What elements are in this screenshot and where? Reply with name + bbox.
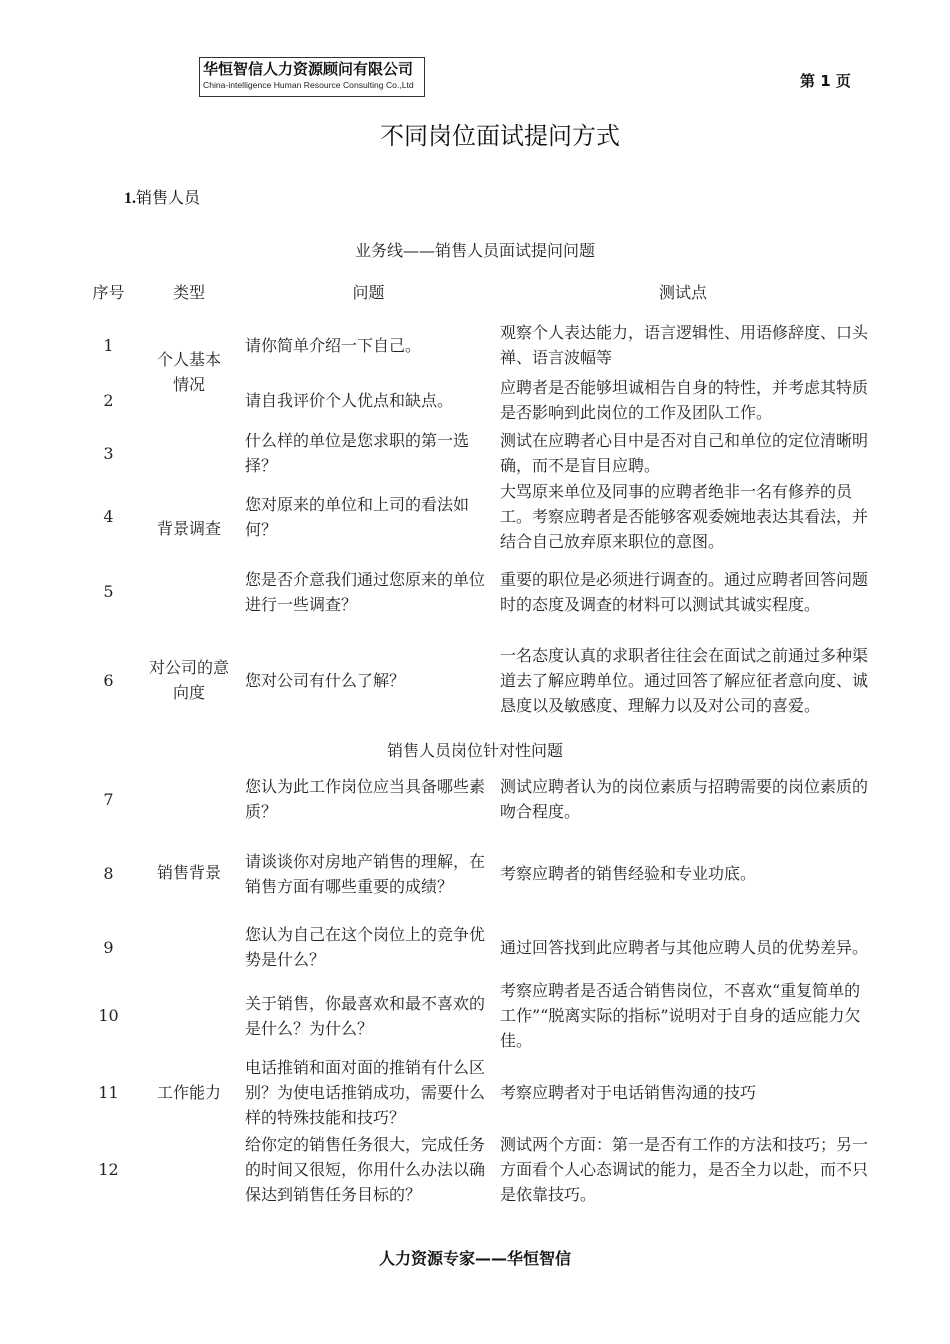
question-cell: 请自我评价个人优点和缺点。 (245, 390, 454, 410)
category-cell: 个人基本情况 (156, 350, 221, 394)
question-cell: 您是否介意我们通过您原来的单位进行一些调查？ (245, 569, 486, 614)
category-cell: 对公司的意向度 (148, 658, 229, 702)
test-point-cell: 大骂原来单位及同事的应聘者绝非一名有修养的员工。考察应聘者是否能够客观委婉地表达其看法，并结合自己放弃原来职位的意图。 (500, 482, 869, 551)
row-number: 5 (103, 582, 114, 601)
category-cell: 背景调查 (156, 518, 221, 538)
page-title: 不同岗位面试提问方式 (380, 122, 620, 150)
header-type: 类型 (172, 282, 205, 302)
category-cell: 工作能力 (156, 1082, 221, 1102)
table-caption: 销售人员岗位针对性问题 (387, 740, 564, 760)
table-row (80, 769, 870, 829)
logo-en-text: China-intelligence Human Resource Consulting Co.,Ltd (203, 80, 414, 90)
table-header-row (80, 267, 870, 317)
company-logo (199, 57, 425, 97)
row-number: 3 (103, 443, 114, 463)
test-point-cell: 考察应聘者对于电话销售沟通的技巧 (500, 1083, 757, 1102)
table-row (80, 976, 870, 1055)
table-row (80, 317, 870, 373)
row-number: 8 (103, 864, 114, 883)
table-caption-row (80, 731, 870, 769)
test-point-cell: 观察个人表达能力，语言逻辑性、用语修辞度、口头禅、语言波幅等 (500, 323, 869, 367)
row-number: 10 (98, 1006, 119, 1025)
question-cell: 您认为此工作岗位应当具备哪些素质？ (245, 777, 486, 821)
test-point-cell: 考察应聘者是否适合销售岗位，不喜欢“重复简单的工作”“脱离实际的指标”说明对于自身的适应能力欠佳。 (500, 981, 861, 1050)
section-heading (124, 185, 200, 208)
test-point-cell: 测试两个方面：第一是否有工作的方法和技巧；另一方面看个人心态调试的能力，是否全力以赴，而不只是依靠技巧。 (500, 1134, 869, 1204)
test-point-cell: 一名态度认真的求职者往往会在面试之前通过多种渠道去了解应聘单位。通过回答了解应征者意向度、诚恳度以及敏感度、理解力以及对公司的喜爱。 (500, 645, 869, 715)
test-point-cell: 应聘者是否能够坦诚相告自身的特性，并考虑其特质是否影响到此岗位的工作及团队工作。 (500, 378, 869, 422)
row-number: 12 (98, 1159, 119, 1179)
header-seq: 序号 (92, 282, 125, 302)
logo-cn-text: 华恒智信人力资源顾问有限公司 (203, 60, 414, 78)
test-point-cell: 测试应聘者认为的岗位素质与招聘需要的岗位素质的吻合程度。 (500, 777, 869, 821)
header-test-point: 测试点 (659, 282, 708, 302)
question-cell: 给你定的销售任务很大，完成任务的时间又很短，你用什么办法以确保达到销售任务目标的？ (245, 1134, 486, 1204)
row-number: 9 (103, 937, 114, 957)
row-number: 2 (103, 390, 114, 410)
table-row (80, 427, 870, 479)
question-cell: 请你简单介绍一下自己。 (245, 335, 422, 355)
row-number: 1 (103, 335, 114, 355)
interview-question-table (80, 234, 870, 1208)
section-number: 1. (124, 190, 136, 207)
question-cell: 请谈谈你对房地产销售的理解，在销售方面有哪些重要的成绩？ (245, 851, 486, 896)
row-number: 7 (103, 789, 114, 809)
question-cell: 您认为自己在这个岗位上的竞争优势是什么？ (245, 925, 486, 969)
table-caption: 业务线——销售人员面试提问问题 (355, 241, 596, 260)
row-number: 11 (98, 1083, 119, 1102)
row-number: 6 (103, 670, 114, 690)
table-caption-row (80, 234, 870, 267)
question-cell: 电话推销和面对面的推销有什么区别？为使电话推销成功，需要什么样的特殊技能和技巧？ (245, 1058, 486, 1127)
test-point-cell: 测试在应聘者心目中是否对自己和单位的定位清晰明确，而不是盲目应聘。 (500, 431, 869, 475)
category-cell: 销售背景 (156, 863, 221, 882)
question-cell: 关于销售，你最喜欢和最不喜欢的是什么？为什么？ (245, 993, 486, 1038)
test-point-cell: 考察应聘者的销售经验和专业功底。 (500, 864, 757, 883)
row-number: 4 (103, 507, 114, 526)
header-question: 问题 (352, 282, 385, 302)
page-footer: 人力资源专家——华恒智信 (378, 1249, 571, 1268)
question-cell: 什么样的单位是您求职的第一选择？ (245, 431, 470, 475)
test-point-cell: 通过回答找到此应聘者与其他应聘人员的优势差异。 (500, 937, 869, 957)
page-number: 第 1 页 (800, 72, 851, 90)
question-cell: 您对原来的单位和上司的看法如何？ (245, 494, 470, 539)
section-label: 销售人员 (136, 188, 201, 207)
question-cell: 您对公司有什么了解？ (245, 670, 406, 690)
table-row (80, 629, 870, 731)
test-point-cell: 重要的职位是必须进行调查的。通过应聘者回答问题时的态度及调查的材料可以测试其诚实程度。 (500, 569, 869, 614)
